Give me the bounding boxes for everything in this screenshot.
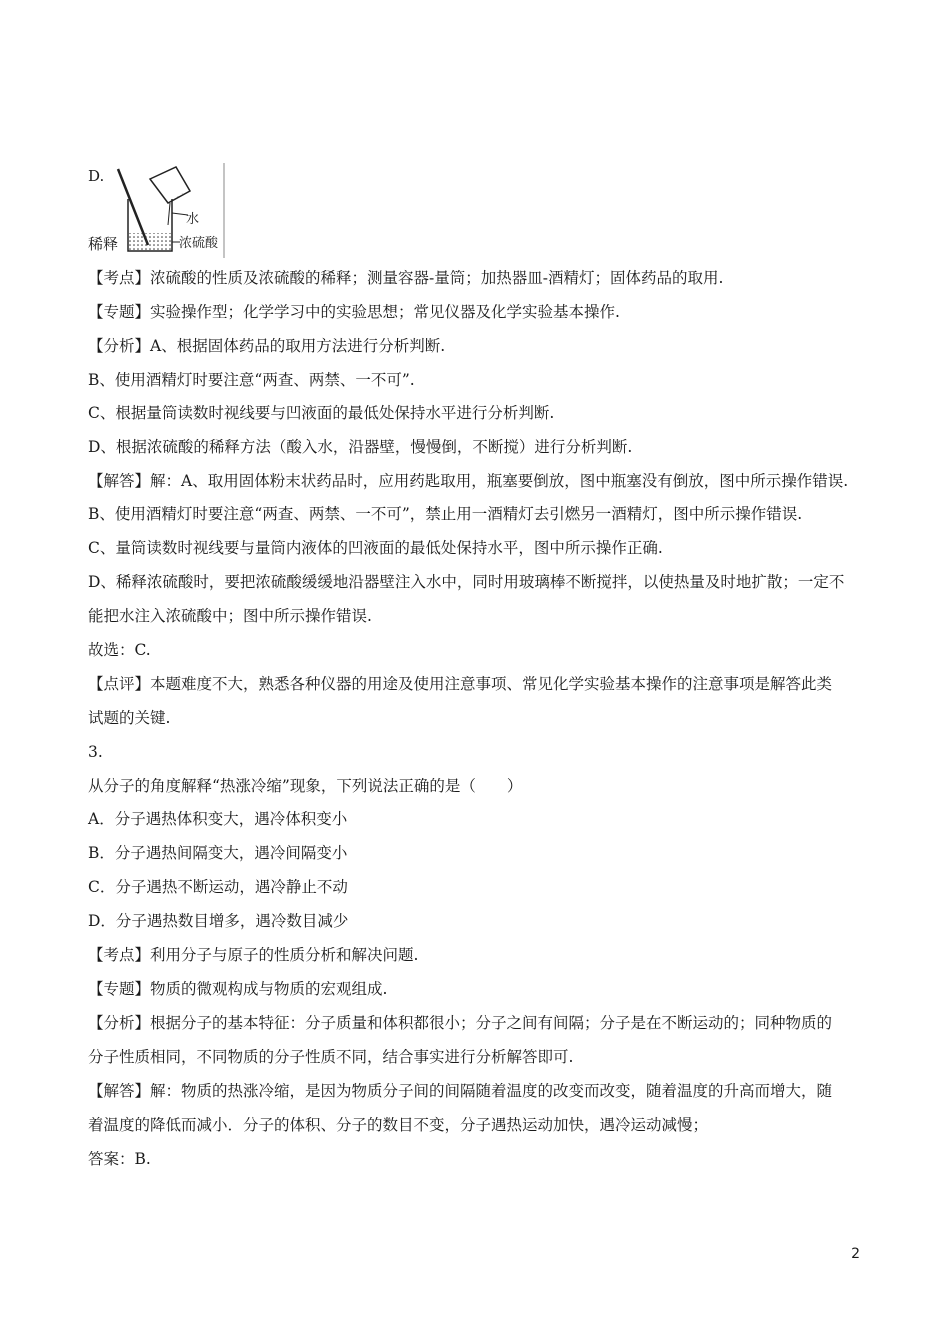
text-line: 故选：C. — [88, 641, 151, 659]
text-line: B、使用酒精灯时要注意“两查、两禁、一不可”，禁止用一酒精灯去引燃另一酒精灯，图中所示操作错误. — [88, 505, 803, 523]
page-number: 2 — [851, 1246, 860, 1262]
answer-line: 答案：B. — [88, 1150, 151, 1168]
text-line: 【专题】实验操作型；化学学习中的实验思想；常见仪器及化学实验基本操作. — [88, 303, 620, 321]
option-d-label: D. — [88, 167, 105, 185]
text-line: 能把水注入浓硫酸中；图中所示操作错误. — [88, 607, 372, 625]
text-line: 着温度的降低而减小．分子的体积、分子的数目不变，分子遇热运动加快，遇冷运动减慢； — [88, 1116, 709, 1134]
water-label: 水 — [186, 212, 200, 227]
text-line: 【考点】利用分子与原子的性质分析和解决问题. — [88, 946, 419, 964]
figure-caption: 稀释 — [88, 235, 119, 253]
text-line: 【解答】解：A、取用固体粉末状药品时，应用药匙取用，瓶塞要倒放，图中瓶塞没有倒放，图中所示操作错误. — [88, 472, 849, 490]
question-stem: 从分子的角度解释“热涨冷缩”现象，下列说法正确的是（ ） — [88, 777, 523, 795]
text-line: 【分析】A、根据固体药品的取用方法进行分析判断. — [88, 337, 446, 355]
text-line: D、根据浓硫酸的稀释方法（酸入水，沿器壁，慢慢倒，不断搅）进行分析判断. — [88, 438, 633, 456]
text-line: D、稀释浓硫酸时，要把浓硫酸缓缓地沿器壁注入水中，同时用玻璃棒不断搅拌，以使热量及时地扩散；一定不 — [88, 573, 845, 591]
acid-label: 浓硫酸 — [179, 236, 219, 251]
option-a: A．分子遇热体积变大，遇冷体积变小 — [88, 810, 348, 828]
text-line: 【解答】解：物质的热涨冷缩，是因为物质分子间的间隔随着温度的改变而改变，随着温度的升高而增大，随 — [88, 1082, 833, 1100]
option-d-figure-row — [88, 163, 388, 258]
text-line: B、使用酒精灯时要注意“两查、两禁、一不可”. — [88, 371, 415, 389]
text-line: 【考点】浓硫酸的性质及浓硫酸的稀释；测量容器-量筒；加热器皿-酒精灯；固体药品的取用. — [88, 269, 724, 287]
text-line: 试题的关键. — [88, 709, 171, 727]
text-line: 分子性质相同，不同物质的分子性质不同，结合事实进行分析解答即可. — [88, 1048, 574, 1066]
option-c: C．分子遇热不断运动，遇冷静止不动 — [88, 878, 348, 896]
text-line: 【分析】根据分子的基本特征：分子质量和体积都很小；分子之间有间隔；分子是在不断运动的；同种物质的 — [88, 1014, 833, 1032]
option-d: D．分子遇热数目增多，遇冷数目减少 — [88, 912, 349, 930]
text-line: 【点评】本题难度不大，熟悉各种仪器的用途及使用注意事项、常见化学实验基本操作的注意事项是解答此类 — [88, 675, 833, 693]
question-number: 3. — [88, 743, 103, 761]
dilution-diagram — [116, 163, 226, 258]
text-line: C、量筒读数时视线要与量筒内液体的凹液面的最低处保持水平，图中所示操作正确. — [88, 539, 663, 557]
text-line: 【专题】物质的微观构成与物质的宏观组成. — [88, 980, 388, 998]
option-b: B．分子遇热间隔变大，遇冷间隔变小 — [88, 844, 348, 862]
text-line: C、根据量筒读数时视线要与凹液面的最低处保持水平进行分析判断. — [88, 404, 555, 422]
